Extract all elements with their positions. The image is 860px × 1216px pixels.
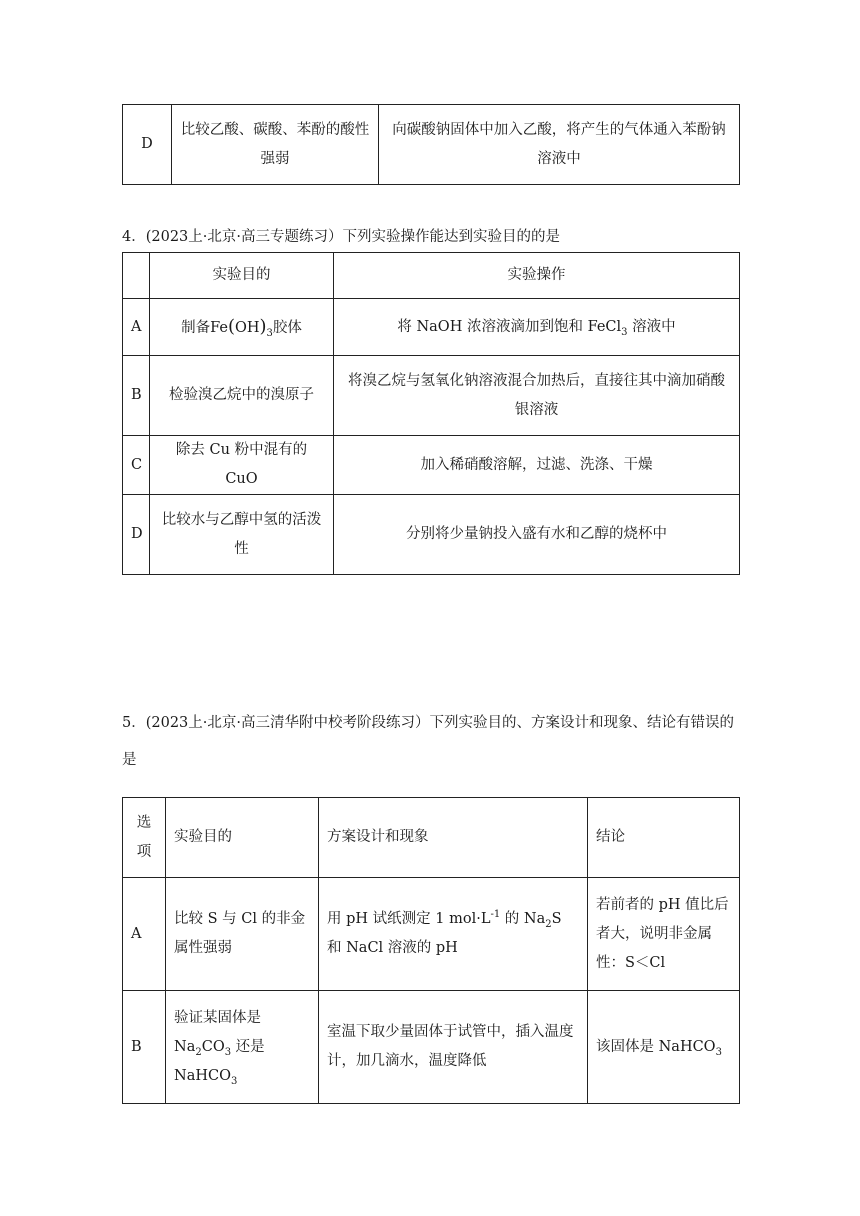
purpose-sub-1: 2	[195, 1046, 202, 1058]
operation-cell: 分别将少量钠投入盛有水和乙醇的烧杯中	[334, 495, 740, 575]
purpose-cell: 检验溴乙烷中的溴原子	[150, 356, 334, 436]
purpose-oh: OH	[234, 319, 260, 336]
purpose-cell: 除去 Cu 粉中混有的 CuO	[150, 436, 334, 495]
purpose-sub: 3	[266, 327, 273, 339]
header-conclusion: 结论	[588, 798, 740, 878]
conclusion-cell: 若前者的 pH 值比后者大，说明非金属性：S＜Cl	[588, 878, 740, 991]
purpose-co: CO	[201, 1038, 225, 1055]
operation-cell	[334, 299, 740, 356]
header-operation: 实验操作	[334, 253, 740, 299]
design-mid: 的 Na	[500, 911, 546, 927]
purpose-sub-3: 3	[230, 1075, 238, 1087]
purpose-cell	[166, 991, 319, 1104]
operation-cell: 将溴乙烷与氢氧化钠溶液混合加热后，直接往其中滴加硝酸银溶液	[334, 356, 740, 436]
purpose-line-3	[174, 1062, 310, 1091]
table-row	[123, 991, 740, 1104]
purpose-post: 胶体	[272, 319, 302, 336]
header-purpose: 实验目的	[150, 253, 334, 299]
design-post: S 和 NaCl 溶液的 pH	[327, 911, 562, 956]
op-sub: 3	[621, 326, 628, 338]
purpose-cell	[150, 299, 334, 356]
header-option: 选项	[123, 798, 166, 878]
conclusion-sub: 3	[715, 1046, 722, 1058]
purpose-cell: 比较 S 与 Cl 的非金属性强弱	[166, 878, 319, 991]
purpose-pre: 制备	[181, 319, 211, 336]
purpose-line-1: 验证某固体是	[174, 1009, 261, 1026]
q3-table-tail	[122, 104, 740, 185]
conclusion-text: 该固体是 NaHCO	[596, 1038, 716, 1055]
table-row	[123, 105, 740, 185]
row-label: C	[123, 436, 150, 495]
row-label: D	[123, 495, 150, 575]
op-chem: FeCl	[587, 318, 622, 335]
q4-stem: 4．(2023上·北京·高三专题练习）下列实验操作能达到实验目的的是	[122, 229, 560, 245]
purpose-rparen: )	[259, 315, 267, 337]
purpose-sub-2: 3	[224, 1046, 232, 1058]
table-header-row	[123, 253, 740, 299]
purpose-na: Na	[174, 1038, 196, 1055]
table-row	[123, 299, 740, 356]
row-label: B	[123, 356, 150, 436]
operation-cell: 加入稀硝酸溶解，过滤、洗涤、干燥	[334, 436, 740, 495]
q4-table	[122, 252, 740, 575]
row-label: D	[123, 105, 172, 185]
purpose-lparen: (	[227, 315, 235, 337]
conclusion-cell	[588, 991, 740, 1104]
table-row	[123, 495, 740, 575]
table-header-row	[123, 798, 740, 878]
op-pre: 将 NaOH 浓溶液滴加到饱和	[397, 318, 588, 335]
header-blank	[123, 253, 150, 299]
row-label: A	[123, 299, 150, 356]
op-post: 溶液中	[627, 318, 676, 335]
q5-stem: 5．(2023上·北京·高三清华附中校考阶段练习）下列实验目的、方案设计和现象、结论有错误的是	[122, 715, 734, 768]
purpose-nahco: NaHCO	[174, 1067, 231, 1084]
purpose-cell: 比较乙酸、碳酸、苯酚的酸性强弱	[172, 105, 379, 185]
header-purpose: 实验目的	[166, 798, 319, 878]
purpose-fe: Fe	[210, 319, 228, 336]
operation-cell: 向碳酸钠固体中加入乙酸，将产生的气体通入苯酚钠溶液中	[379, 105, 740, 185]
design-pre: 用 pH 试纸测定 1 mol·L	[327, 911, 491, 927]
row-label: B	[123, 991, 166, 1104]
row-label: A	[123, 878, 166, 991]
table-row	[123, 356, 740, 436]
design-cell: 室温下取少量固体于试管中，插入温度计，加几滴水，温度降低	[319, 991, 588, 1104]
header-design: 方案设计和现象	[319, 798, 588, 878]
purpose-cell: 比较水与乙醇中氢的活泼性	[150, 495, 334, 575]
purpose-line-2	[174, 1033, 310, 1062]
design-cell	[319, 878, 588, 991]
table-row	[123, 436, 740, 495]
purpose-haishi: 还是	[231, 1038, 265, 1055]
design-sub: 2	[545, 918, 552, 930]
q5-table	[122, 797, 740, 1104]
table-row	[123, 878, 740, 991]
design-sup: -1	[490, 909, 501, 921]
